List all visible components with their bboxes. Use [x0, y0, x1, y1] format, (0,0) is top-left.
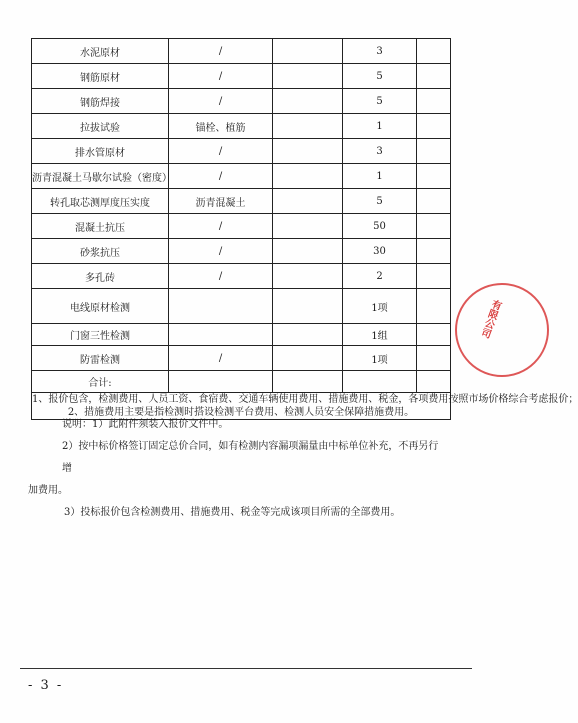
qty-cell: 30	[343, 239, 417, 264]
item-cell: 混凝土抗压	[32, 214, 169, 239]
item-cell: 门窗三性检测	[32, 324, 169, 346]
blank-cell	[273, 114, 343, 139]
last-cell	[417, 39, 451, 64]
item-cell: 水泥原材	[32, 39, 169, 64]
qty-cell: 2	[343, 264, 417, 289]
last-cell	[417, 239, 451, 264]
item-cell: 钢筋焊接	[32, 89, 169, 114]
table-row-wire	[32, 289, 451, 324]
spec-cell	[169, 324, 273, 346]
item-cell: 沥青混凝土马歇尔试验（密度）	[32, 164, 169, 189]
table-row-lightning	[32, 346, 451, 371]
last-cell	[417, 114, 451, 139]
last-cell	[417, 289, 451, 324]
spec-cell: /	[169, 64, 273, 89]
qty-cell: 5	[343, 189, 417, 214]
qty-cell: 1	[343, 114, 417, 139]
spec-cell: /	[169, 346, 273, 371]
blank-cell	[273, 89, 343, 114]
table-row	[32, 189, 451, 214]
item-cell: 砂浆抗压	[32, 239, 169, 264]
blank-cell	[273, 346, 343, 371]
spec-cell: /	[169, 164, 273, 189]
blank-cell	[273, 64, 343, 89]
qty-cell: 1项	[343, 289, 417, 324]
spec-cell: /	[169, 239, 273, 264]
qty-cell: 1组	[343, 324, 417, 346]
blank-cell	[273, 189, 343, 214]
last-cell	[417, 64, 451, 89]
item-cell: 拉拔试验	[32, 114, 169, 139]
instructions	[28, 414, 442, 524]
last-cell	[417, 89, 451, 114]
item-cell: 多孔砖	[32, 264, 169, 289]
spec-cell: /	[169, 139, 273, 164]
spec-cell: /	[169, 39, 273, 64]
item-cell: 转孔取芯测厚度压实度	[32, 189, 169, 214]
qty-cell: 5	[343, 89, 417, 114]
footnote-line-2: 2、措施费用主要是指检测时搭设检测平台费用、检测人员安全保障措施费用。	[67, 407, 415, 418]
blank-cell	[273, 139, 343, 164]
last-cell	[417, 139, 451, 164]
total-qty	[343, 371, 417, 393]
total-last	[417, 371, 451, 393]
item-cell: 排水管原材	[32, 139, 169, 164]
note-2b: 加费用。	[28, 485, 68, 496]
item-cell: 防雷检测	[32, 346, 169, 371]
table-row	[32, 264, 451, 289]
blank-cell	[273, 39, 343, 64]
blank-cell	[273, 289, 343, 324]
qty-cell: 50	[343, 214, 417, 239]
blank-cell	[273, 324, 343, 346]
total-label: 合计:	[32, 371, 169, 393]
qty-cell: 3	[343, 39, 417, 64]
seal-lettering: 有限公司	[477, 297, 502, 339]
note-3: 3）投标报价包含检测费用、措施费用、税金等完成该项目所需的全部费用。	[64, 507, 401, 518]
last-cell	[417, 189, 451, 214]
total-spec	[169, 371, 273, 393]
table-row	[32, 239, 451, 264]
table-row-window	[32, 324, 451, 346]
table-row	[32, 89, 451, 114]
qty-cell: 5	[343, 64, 417, 89]
qty-cell: 1	[343, 164, 417, 189]
spec-cell	[169, 289, 273, 324]
last-cell	[417, 264, 451, 289]
qty-cell: 1项	[343, 346, 417, 371]
blank-cell	[273, 214, 343, 239]
last-cell	[417, 214, 451, 239]
table-row	[32, 39, 451, 64]
last-cell	[417, 164, 451, 189]
blank-cell	[273, 264, 343, 289]
spec-cell: /	[169, 214, 273, 239]
table-row	[32, 64, 451, 89]
blank-cell	[273, 164, 343, 189]
last-cell	[417, 346, 451, 371]
last-cell	[417, 324, 451, 346]
item-cell: 电线原材检测	[32, 289, 169, 324]
item-cell: 钢筋原材	[32, 64, 169, 89]
table-row	[32, 214, 451, 239]
footnote-line-1: 1、报价包含，检测费用、人员工资、食宿费、交通车辆使用费用、措施费用、税金，各项费用按照市场价格综合考虑报价；	[32, 394, 578, 405]
page-number: - 3 -	[28, 678, 64, 693]
blank-cell	[273, 239, 343, 264]
footer-rule	[20, 668, 472, 669]
total-row	[32, 371, 451, 393]
table-row	[32, 139, 451, 164]
table-row	[32, 114, 451, 139]
spec-cell: 锚栓、植筋	[169, 114, 273, 139]
total-blank	[273, 371, 343, 393]
spec-cell: 沥青混凝土	[169, 189, 273, 214]
qty-cell: 3	[343, 139, 417, 164]
table-row	[32, 164, 451, 189]
spec-cell: /	[169, 264, 273, 289]
note-2: 2）按中标价格签订固定总价合同，如有检测内容漏项漏量由中标单位补充，不再另行增	[62, 441, 439, 474]
note-1: 说明：1）此附件须装入报价文件中。	[62, 419, 229, 430]
spec-cell: /	[169, 89, 273, 114]
